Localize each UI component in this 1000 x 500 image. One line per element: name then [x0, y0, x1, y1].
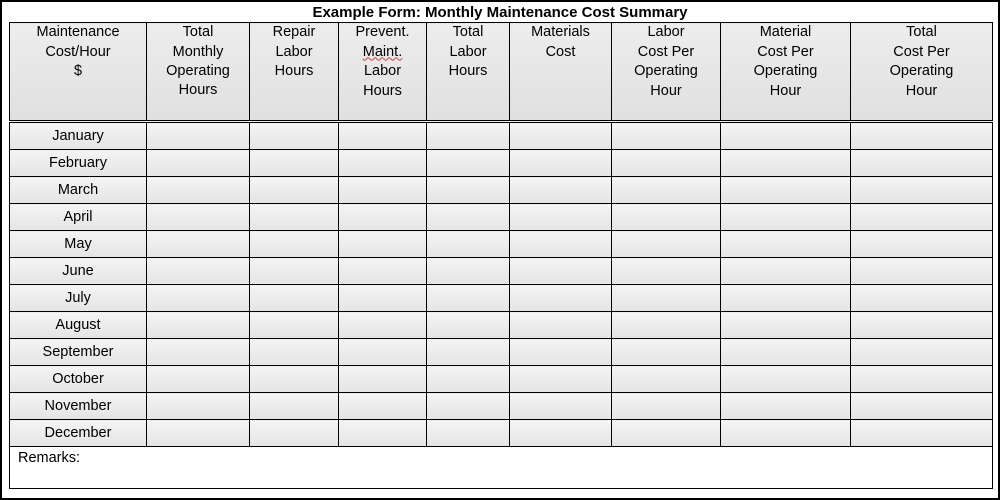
- month-label: May: [10, 231, 147, 258]
- entry-cell[interactable]: [147, 420, 250, 447]
- entry-cell[interactable]: [250, 339, 339, 366]
- header-line: Labor: [647, 24, 685, 40]
- entry-cell[interactable]: [250, 285, 339, 312]
- entry-cell[interactable]: [612, 204, 721, 231]
- entry-cell[interactable]: [510, 339, 612, 366]
- month-row: [10, 285, 993, 312]
- entry-cell[interactable]: [427, 177, 510, 204]
- entry-cell[interactable]: [721, 231, 851, 258]
- entry-cell[interactable]: [427, 393, 510, 420]
- header-line: Operating: [166, 63, 230, 79]
- entry-cell[interactable]: [612, 420, 721, 447]
- entry-cell[interactable]: [612, 122, 721, 150]
- month-row: [10, 258, 993, 285]
- header-labor-cost-per-operating-hour: [612, 23, 721, 122]
- entry-cell[interactable]: [721, 258, 851, 285]
- header-line: Hours: [274, 63, 314, 79]
- month-row: [10, 312, 993, 339]
- entry-cell[interactable]: [851, 122, 993, 150]
- remarks-row: [10, 447, 993, 489]
- entry-cell[interactable]: [339, 231, 427, 258]
- header-line: Labor: [363, 63, 402, 79]
- month-label: February: [10, 150, 147, 177]
- entry-cell[interactable]: [339, 150, 427, 177]
- entry-cell[interactable]: [339, 420, 427, 447]
- header-line: Labor: [449, 43, 487, 60]
- month-label: December: [10, 420, 147, 447]
- entry-cell[interactable]: [250, 258, 339, 285]
- header-materials-cost: [510, 23, 612, 122]
- month-label: October: [10, 366, 147, 393]
- header-total-monthly-operating-hours: [147, 23, 250, 122]
- entry-cell[interactable]: [250, 366, 339, 393]
- entry-cell[interactable]: [147, 122, 250, 150]
- header-line: Hour: [905, 82, 938, 99]
- header-line: Materials: [531, 24, 590, 40]
- header-line: $: [73, 63, 83, 79]
- header-line: Cost Per: [893, 43, 950, 60]
- entry-cell[interactable]: [612, 177, 721, 204]
- entry-cell[interactable]: [427, 285, 510, 312]
- entry-cell[interactable]: [612, 393, 721, 420]
- month-label: January: [10, 122, 147, 150]
- month-label: November: [10, 393, 147, 420]
- header-line: Total: [182, 24, 214, 40]
- header-line: Operating: [634, 63, 698, 79]
- header-line: Total: [452, 24, 484, 40]
- entry-cell[interactable]: [339, 339, 427, 366]
- entry-cell[interactable]: [147, 150, 250, 177]
- entry-cell[interactable]: [851, 312, 993, 339]
- entry-cell[interactable]: [612, 258, 721, 285]
- entry-cell[interactable]: [427, 339, 510, 366]
- month-row: [10, 366, 993, 393]
- entry-cell[interactable]: [339, 312, 427, 339]
- entry-cell[interactable]: [721, 366, 851, 393]
- month-row: [10, 420, 993, 447]
- entry-cell[interactable]: [721, 285, 851, 312]
- entry-cell[interactable]: [851, 285, 993, 312]
- month-row: [10, 177, 993, 204]
- header-line: Material: [759, 24, 812, 40]
- header-line: Labor: [275, 43, 313, 60]
- entry-cell[interactable]: [427, 150, 510, 177]
- entry-cell[interactable]: [851, 204, 993, 231]
- entry-cell[interactable]: [250, 231, 339, 258]
- entry-cell[interactable]: [851, 177, 993, 204]
- entry-cell[interactable]: [612, 366, 721, 393]
- entry-cell[interactable]: [851, 339, 993, 366]
- entry-cell[interactable]: [510, 393, 612, 420]
- entry-cell[interactable]: [339, 393, 427, 420]
- header-line: Cost Per: [757, 43, 814, 60]
- entry-cell[interactable]: [147, 204, 250, 231]
- entry-cell[interactable]: [250, 177, 339, 204]
- remarks-label: Remarks:: [18, 450, 81, 466]
- header-line: Hour: [650, 82, 682, 99]
- entry-cell[interactable]: [721, 177, 851, 204]
- entry-cell[interactable]: [250, 122, 339, 150]
- entry-cell[interactable]: [612, 312, 721, 339]
- entry-cell[interactable]: [851, 393, 993, 420]
- header-repair-labor-hours: [250, 23, 339, 122]
- entry-cell[interactable]: [147, 258, 250, 285]
- entry-cell[interactable]: [250, 312, 339, 339]
- month-label: September: [10, 339, 147, 366]
- header-maintenance-cost-hour: [10, 23, 147, 122]
- entry-cell[interactable]: [510, 122, 612, 150]
- entry-cell[interactable]: [510, 258, 612, 285]
- month-label: July: [10, 285, 147, 312]
- entry-cell[interactable]: [851, 258, 993, 285]
- entry-cell[interactable]: [510, 150, 612, 177]
- header-row: [10, 23, 993, 122]
- header-line: Prevent.: [355, 24, 410, 40]
- entry-cell[interactable]: [851, 366, 993, 393]
- entry-cell[interactable]: [721, 204, 851, 231]
- entry-cell[interactable]: [147, 312, 250, 339]
- entry-cell[interactable]: [147, 393, 250, 420]
- month-label: June: [10, 258, 147, 285]
- header-line: Operating: [753, 63, 818, 79]
- header-line: Hours: [178, 81, 218, 98]
- entry-cell[interactable]: [427, 258, 510, 285]
- entry-cell[interactable]: [510, 420, 612, 447]
- month-row: [10, 393, 993, 420]
- entry-cell[interactable]: [612, 285, 721, 312]
- month-label: April: [10, 204, 147, 231]
- entry-cell[interactable]: [339, 285, 427, 312]
- header-line: Hours: [448, 63, 488, 79]
- entry-cell[interactable]: [510, 231, 612, 258]
- entry-cell[interactable]: [339, 204, 427, 231]
- entry-cell[interactable]: [510, 177, 612, 204]
- entry-cell[interactable]: [721, 339, 851, 366]
- header-line: Cost: [545, 43, 576, 60]
- entry-cell[interactable]: [339, 177, 427, 204]
- header-material-cost-per-operating-hour: [721, 23, 851, 122]
- entry-cell[interactable]: [510, 366, 612, 393]
- header-line: Monthly: [172, 43, 224, 60]
- entry-cell[interactable]: [510, 312, 612, 339]
- month-rows: [10, 122, 993, 447]
- entry-cell[interactable]: [427, 312, 510, 339]
- entry-cell[interactable]: [250, 420, 339, 447]
- entry-cell[interactable]: [721, 122, 851, 150]
- entry-cell[interactable]: [721, 312, 851, 339]
- maintenance-cost-table: [9, 22, 993, 489]
- header-line: Maint.: [362, 43, 403, 60]
- entry-cell[interactable]: [339, 366, 427, 393]
- form-title: Example Form: Monthly Maintenance Cost Summary: [312, 4, 688, 21]
- header-line: Repair: [272, 24, 316, 40]
- remarks-field[interactable]: [10, 447, 993, 489]
- entry-cell[interactable]: [851, 150, 993, 177]
- header-line: Operating: [889, 63, 954, 79]
- entry-cell[interactable]: [250, 393, 339, 420]
- entry-cell[interactable]: [250, 204, 339, 231]
- entry-cell[interactable]: [427, 122, 510, 150]
- entry-cell[interactable]: [339, 122, 427, 150]
- entry-cell[interactable]: [427, 366, 510, 393]
- month-row: [10, 122, 993, 150]
- entry-cell[interactable]: [612, 231, 721, 258]
- entry-cell[interactable]: [851, 420, 993, 447]
- month-row: [10, 204, 993, 231]
- entry-cell[interactable]: [510, 204, 612, 231]
- header-prevent-maint-labor-hours: [339, 23, 427, 122]
- entry-cell[interactable]: [250, 150, 339, 177]
- header-total-cost-per-operating-hour: [851, 23, 993, 122]
- entry-cell[interactable]: [612, 150, 721, 177]
- entry-cell[interactable]: [147, 339, 250, 366]
- month-label: August: [10, 312, 147, 339]
- header-line: Hours: [363, 82, 402, 99]
- month-row: [10, 339, 993, 366]
- month-label: March: [10, 177, 147, 204]
- entry-cell[interactable]: [147, 285, 250, 312]
- entry-cell[interactable]: [427, 420, 510, 447]
- entry-cell[interactable]: [510, 285, 612, 312]
- entry-cell[interactable]: [851, 231, 993, 258]
- entry-cell[interactable]: [721, 393, 851, 420]
- header-total-labor-hours: [427, 23, 510, 122]
- header-line: Cost/Hour: [45, 43, 111, 60]
- entry-cell[interactable]: [721, 150, 851, 177]
- month-row: [10, 150, 993, 177]
- entry-cell[interactable]: [147, 231, 250, 258]
- header-line: Hour: [769, 82, 802, 99]
- entry-cell[interactable]: [147, 177, 250, 204]
- header-line: Total: [906, 24, 937, 40]
- month-row: [10, 231, 993, 258]
- header-line: Maintenance: [36, 24, 120, 40]
- entry-cell[interactable]: [339, 258, 427, 285]
- entry-cell[interactable]: [721, 420, 851, 447]
- entry-cell[interactable]: [427, 204, 510, 231]
- header-line: Cost Per: [637, 43, 695, 60]
- entry-cell[interactable]: [612, 339, 721, 366]
- entry-cell[interactable]: [427, 231, 510, 258]
- entry-cell[interactable]: [147, 366, 250, 393]
